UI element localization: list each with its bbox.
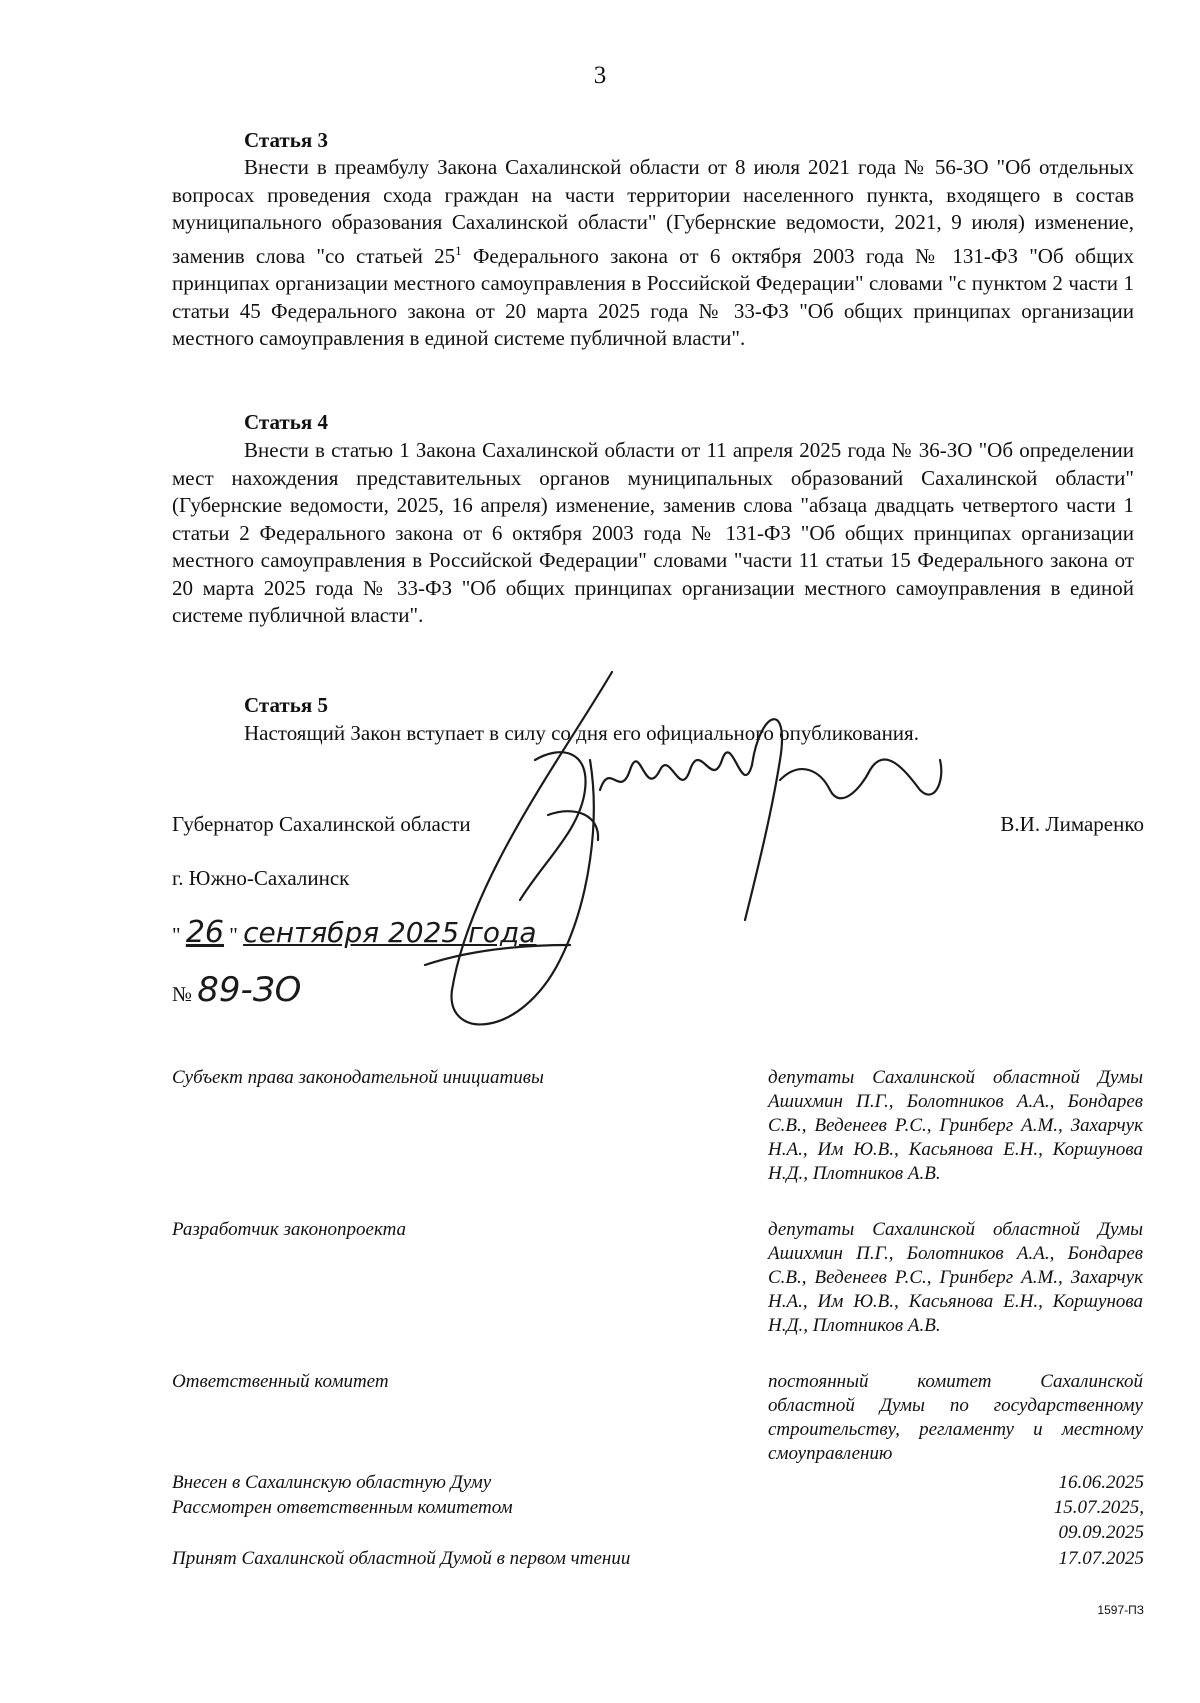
introduced-date: 16.06.2025 [1058,1472,1144,1493]
date-month-year: сентября 2025 года [243,916,537,949]
signing-city: г. Южно-Сахалинск [172,866,350,890]
date-day: 26 [185,915,225,950]
date-quote-open: " [172,923,181,947]
law-number [172,970,301,1010]
initiative-label: Субъект права законодательной инициативы [172,1067,544,1088]
article-3-superscript: 1 [455,242,462,258]
committee-label: Ответственный комитет [172,1371,389,1392]
article-3-text-part-1: Внести в преамбулу Закона Сахалинской области от 8 июля 2021 года № 56-ЗО "Об отдельных вопросах проведения схода граждан на части территории населенного пункта, входящего в состав муниципального образования Сахалинской области" (Губернские ведомости, 2021, 9 июля) изменение, заменив слова "со статьей 25 [172,155,1134,268]
article-3-heading: Статья 3 [244,128,328,152]
developer-value: депутаты Сахалинской областной Думы Ашихмин П.Г., Болотников А.А., Бондарев С.В., Веденеев Р.С., Гринберг А.М., Захарчук Н.А., Им Ю.В., Касьянова Е.Н., Коршунова Н.Д., Плотников А.В. [768,1219,1143,1336]
developer-label: Разработчик законопроекта [172,1219,407,1240]
article-5-text: Настоящий Закон вступает в силу со дня его официального опубликования. [244,721,919,745]
reviewed-label: Рассмотрен ответственным комитетом [172,1497,513,1518]
article-4-text: Внести в статью 1 Закона Сахалинской области от 11 апреля 2025 года № 36-ЗО "Об определении мест нахождения представительных органов муниципальных образований Сахалинской области" (Губернские ведомости, 2025, 16 апреля) изменение, заменив слова "абзаца двадцать четвертого части 1 статьи 2 Федерального закона от 6 октября 2003 года № 131-ФЗ "Об общих принципах организации местного самоуправления в Российской Федерации" словами "части 11 статьи 15 Федерального закона от 20 марта 2025 года № 33-ФЗ "Об общих принципах организации местного самоуправления в единой системе публичной власти". [172,438,1134,627]
committee-value: постоянный комитет Сахалинской областной Думы по государственному строительству, регламенту и местному смоуправлению [768,1371,1143,1464]
governor-position: Губернатор Сахалинской области [172,812,471,836]
article-5-heading: Статья 5 [244,693,328,717]
reviewed-date-1: 15.07.2025, [1053,1497,1144,1518]
law-number-value: 89-ЗО [197,970,302,1010]
article-4-heading: Статья 4 [244,410,328,434]
reviewed-date-2: 09.09.2025 [1058,1522,1144,1543]
introduced-label: Внесен в Сахалинскую областную Думу [172,1472,492,1493]
law-number-prefix: № [172,982,193,1006]
governor-name: В.И. Лимаренко [1000,812,1144,836]
adopted-date: 17.07.2025 [1058,1548,1144,1569]
footer-code: 1597-ПЗ [1097,1603,1144,1617]
article-3-text-part-2: Федерального закона от 6 октября 2003 года № 131-ФЗ "Об общих принципах организации местного самоуправления в Российской Федерации" словами "с пунктом 2 части 1 статьи 45 Федерального закона от 20 марта 2025 года № 33-ФЗ "Об общих принципах организации местного самоуправления в единой системе публичной власти". [172,243,1134,350]
signing-date [172,915,536,950]
date-quote-close: " [229,923,238,947]
article-3-text [172,154,1134,353]
adopted-label: Принят Сахалинской областной Думой в первом чтении [172,1548,631,1569]
page-number: 3 [593,62,607,89]
initiative-value: депутаты Сахалинской областной Думы Ашихмин П.Г., Болотников А.А., Бондарев С.В., Веденеев Р.С., Гринберг А.М., Захарчук Н.А., Им Ю.В., Касьянова Е.Н., Коршунова Н.Д., Плотников А.В. [768,1067,1143,1184]
